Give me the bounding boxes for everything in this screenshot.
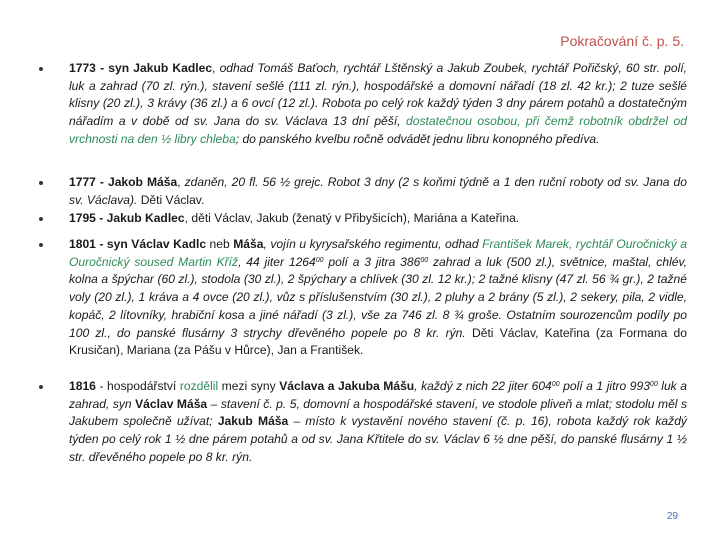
- entry-text: 1777 - Jakob Máša, zdaněn, 20 fl. 56 ½ grejc. Robot 3 dny (2 s koňmi týdně a 1 den ruční roboty od sv. Jana do sv. Václava). Děti Václav.: [69, 175, 687, 207]
- entry-text: 1795 - Jakub Kadlec, děti Václav, Jakub (ženatý v Přibyšicích), Mariána a Kateřina.: [69, 211, 520, 225]
- entry-text: 1816 - hospodářství rozdělil mezi syny Václava a Jakuba Mášu, každý z nich 22 jiter $604^{00}$ polí a 1 jitro $993^{00}$ luk a zahrad, syn Václav Máša – stavení č. p. 5, domovní a hospodářské stavení, ve stodole pliveň a mlat; stodolu měl s Jakubem společně užívat; Jakub Máša – místo k vystavění nového stavení (č. p. 16), robota každý rok každý týden po celý rok 1 ½ dne párem potahů a od sv. Jana Křtitele do sv. Václav 6 ½ dne pěší, do panské flusárny 1 ½ str. dřevěného popele po 8 kr. rýn.: [69, 379, 687, 464]
- bullet-icon: [39, 385, 45, 391]
- page-title: Pokračování č. p. 5.: [560, 33, 684, 49]
- bullet-icon: [39, 217, 45, 223]
- entry-text: 1801 - syn Václav Kadlc neb Máša, vojín u kyrysařského regimentu, odhad František Marek, rychtář Ouročnický a Ouročnický soused Martin Kříž, 44 jiter 1264$^{00}$ polí a 3 jitra $386^{00}$ zahrad a luk (500 zl.), světnice, maštal, chlév, kolna a špýchar (60 zl.), stodola (30 zl.), 2 špýchary a chlívek (30 zl. 12 kr.); 2 tažné klisny (47 zl. 56 ¾ gr.), 2 tažné voly (20 zl.), 1 kráva a 4 ovce (20 zl.), vůz s příslušenstvím (30 zl.), 2 pluhy a 2 brány (5 zl.), 2 sekery, pila, 2 vidle, kopáč, 2 lítovníky, hrabiční kosa a jiné nářadí (3 zl.), vše za 746 zl. 8 ¾ groše. Ostatním sourozencům podíly po 100 zl., do panské flusárny 3 strychy dřevěného popele po 8 kr. rýn. Děti Václav, Kateřina (za Formana do Krusičan), Mariana (za Pášu v Hůrce), Jan a František.: [69, 237, 688, 358]
- page-number: 29: [666, 511, 678, 522]
- bullet-icon: [39, 67, 45, 73]
- bullet-icon: [39, 181, 45, 187]
- entry-text: 1773 - syn Jakub Kadlec, odhad Tomáš Baťoch, rychtář Lštěnský a Jakub Zoubek, rychtář Pořičský, 60 str. polí, luk a zahrad (70 zl. rýn.), stavení sešlé (111 zl. rýn.), hospodářské a domovní nářadí (18 zl. 42 kr.); 2 tuze sešlé klisny (20 zl.), 3 krávy (36 zl.) a 6 ovcí (12 zl.). Robota po celý rok každý týden 3 dny párem potahů a dostatečným nářadím a v době od sv. Jana do sv. Václava 13 dní pěší, dostatečnou osobou, při čemž robotník obdržel od vrchnosti na den ½ libry chleba; do panského kvelbu ročně odvádět jednu libru konopného předíva.: [69, 61, 687, 146]
- bullet-icon: [39, 243, 45, 249]
